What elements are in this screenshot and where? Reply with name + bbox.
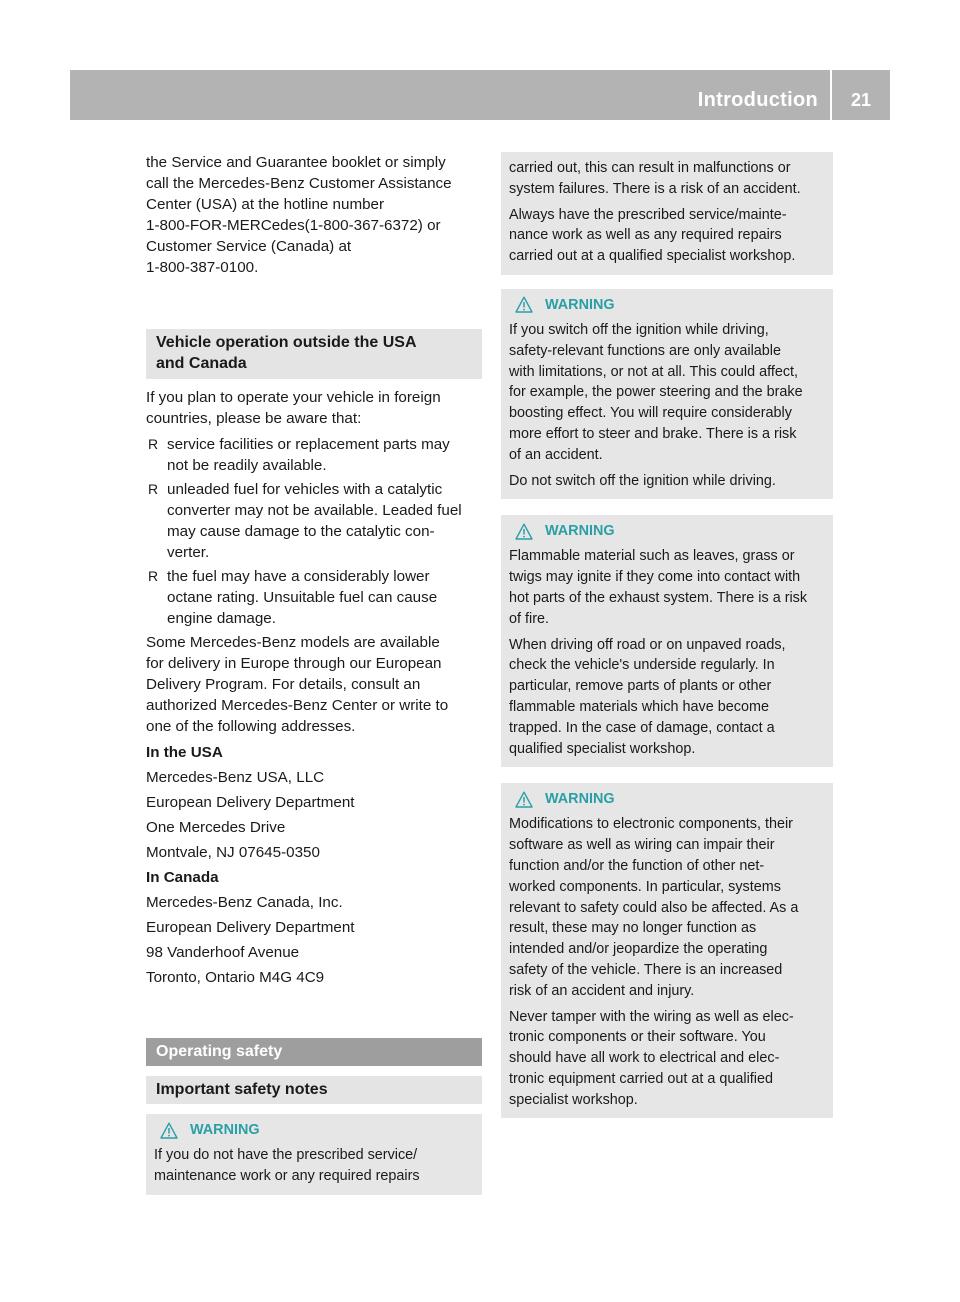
hotline-paragraph: the Service and Guarantee booklet or simply call the Mercedes-Benz Customer Assistance Center (USA) at the hotline number 1-800-FOR-MERCedes(1-800-367-6372) or Customer Service (Canada) at 1-800-387-0100. xyxy=(146,154,452,276)
warning-text: When driving off road or on unpaved roads, check the vehicle's underside regularly. In particular, remove parts of plants or other flammable materials which have become trapped. In the case of damage, contact a qualified specialist workshop. xyxy=(509,636,786,757)
warning-text: Flammable material such as leaves, grass or twigs may ignite if they come into contact with hot parts of the exhaust system. There is a risk of fire. xyxy=(509,548,808,627)
warning-title: WARNING xyxy=(509,521,825,541)
warning-title: WARNING xyxy=(154,1120,474,1140)
canada-address-line: Mercedes-Benz Canada, Inc. xyxy=(146,894,343,911)
list-item: R service facilities or replacement parts may not be readily available. xyxy=(148,436,450,474)
warning-triangle-icon xyxy=(160,1122,178,1139)
warning-triangle-icon xyxy=(515,296,533,313)
usa-address-line: European Delivery Department xyxy=(146,794,355,811)
warning-text: Modifications to electronic components, their software as well as wiring can impair their function and/or the function of other net- worked components. In particular, systems relevant to safety could also be affected. As a result, these may no longer function as intended and/or jeopardize the operating safety of the vehicle. There is an increased risk of an accident and injury. xyxy=(509,816,799,999)
list-item: R unleaded fuel for vehicles with a catalytic converter may not be available. Leaded fuel may cause damage to the catalytic con- verter. xyxy=(148,481,462,561)
foreign-countries-paragraph: If you plan to operate your vehicle in foreign countries, please be aware that: xyxy=(146,389,441,427)
chapter-title: Introduction xyxy=(697,89,818,111)
canada-address-line: Toronto, Ontario M4G 4C9 xyxy=(146,969,325,986)
important-safety-notes-heading: Important safety notes xyxy=(146,1076,482,1104)
canada-address-line: 98 Vanderhoof Avenue xyxy=(146,944,300,961)
warning-text: Never tamper with the wiring as well as elec- tronic components or their software. You should have all work to electrical and elec- tronic equipment carried out at a qualified specialist workshop. xyxy=(509,1008,794,1108)
warning-box-service xyxy=(146,1114,482,1195)
european-delivery-paragraph: Some Mercedes-Benz models are available for delivery in Europe through our European Delivery Program. For details, consult an authorized Mercedes-Benz Center or write to one of the following addresses. xyxy=(146,634,449,735)
list-item: R the fuel may have a considerably lower octane rating. Unsuitable fuel can cause engine damage. xyxy=(148,568,438,627)
warning-title: WARNING xyxy=(509,789,825,809)
vehicle-operation-heading: Vehicle operation outside the USA and Canada xyxy=(146,329,482,379)
warning-box-continuation xyxy=(501,152,833,275)
warning-text: If you do not have the prescribed service/ maintenance work or any required repairs xyxy=(154,1147,420,1184)
bullet-marker: R xyxy=(148,481,159,497)
canada-address-line: European Delivery Department xyxy=(146,919,355,936)
left-column xyxy=(146,152,482,1195)
warning-text: Always have the prescribed service/mainte- nance work as well as any required repairs carried out at a qualified specialist workshop. xyxy=(509,206,796,265)
warning-text: Do not switch off the ignition while driving. xyxy=(509,472,776,489)
warning-text: If you switch off the ignition while driving, safety-relevant functions are only available with limitations, or not at all. This could affect, for example, the power steering and the brake boosting effect. You will require considerably more effort to steer and brake. There is a risk of an accident. xyxy=(509,321,803,463)
warning-box-electronics xyxy=(501,783,833,1118)
warning-box-flammable xyxy=(501,515,833,767)
usa-address-line: Mercedes-Benz USA, LLC xyxy=(146,769,325,786)
canada-address-heading: In Canada xyxy=(146,869,219,886)
warning-title: WARNING xyxy=(509,295,825,315)
page-header xyxy=(70,70,890,120)
page-number: 21 xyxy=(850,90,872,110)
usa-address-line: One Mercedes Drive xyxy=(146,819,286,836)
right-column xyxy=(501,152,833,1118)
warning-triangle-icon xyxy=(515,523,533,540)
usa-address-heading: In the USA xyxy=(146,744,223,761)
operating-safety-heading: Operating safety xyxy=(146,1038,482,1066)
bullet-marker: R xyxy=(148,436,159,452)
bullet-marker: R xyxy=(148,568,159,584)
usa-address-line: Montvale, NJ 07645-0350 xyxy=(146,844,320,861)
warning-box-ignition xyxy=(501,289,833,499)
warning-text: carried out, this can result in malfunctions or system failures. There is a risk of an accident. xyxy=(509,160,801,197)
warning-triangle-icon xyxy=(515,791,533,808)
